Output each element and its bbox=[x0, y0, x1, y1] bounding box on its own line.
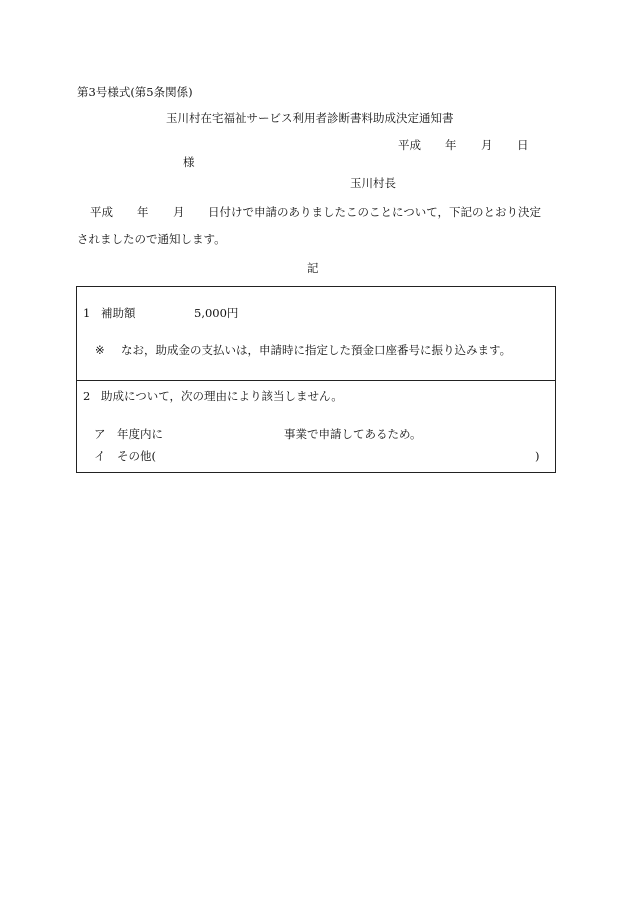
reason-a-suffix: 事業で申請してあるため。 bbox=[284, 427, 422, 441]
date-era: 平成 bbox=[398, 138, 421, 152]
payment-note: なお，助成金の支払いは，申請時に指定した預金口座番号に振り込みます。 bbox=[121, 343, 512, 357]
body-era: 平成 bbox=[90, 205, 113, 219]
section-2-number: 2 bbox=[83, 389, 91, 403]
reason-a-mark: ア bbox=[94, 427, 106, 441]
body-year-label: 年 bbox=[137, 205, 149, 219]
document-title: 玉川村在宅福祉サービス利用者診断書料助成決定通知書 bbox=[166, 111, 454, 125]
reason-a-prefix: 年度内に bbox=[117, 427, 163, 441]
ineligibility-statement: 助成について，次の理由により該当しません。 bbox=[101, 389, 343, 403]
ki-heading: 記 bbox=[307, 261, 319, 275]
form-number: 第3号様式(第5条関係) bbox=[77, 85, 193, 99]
section-divider bbox=[77, 380, 555, 381]
reason-b-close-paren: ) bbox=[535, 449, 540, 463]
body-text-1: 日付けで申請のありましたこのことについて，下記のとおり決定 bbox=[208, 205, 542, 219]
decision-box bbox=[76, 286, 556, 473]
section-1-number: 1 bbox=[83, 306, 91, 320]
body-month-label: 月 bbox=[173, 205, 185, 219]
body-line-2: されましたので通知します。 bbox=[77, 232, 226, 246]
date-month-label: 月 bbox=[481, 138, 493, 152]
issuer-name: 玉川村長 bbox=[350, 176, 396, 190]
subsidy-amount-value: 5,000円 bbox=[194, 306, 239, 320]
subsidy-amount-label: 補助額 bbox=[101, 306, 136, 320]
date-day-label: 日 bbox=[517, 138, 529, 152]
date-year-label: 年 bbox=[445, 138, 457, 152]
addressee-suffix: 様 bbox=[183, 155, 195, 169]
note-mark: ※ bbox=[95, 343, 105, 357]
reason-b-prefix: その他( bbox=[117, 449, 156, 463]
reason-b-mark: イ bbox=[94, 449, 106, 463]
